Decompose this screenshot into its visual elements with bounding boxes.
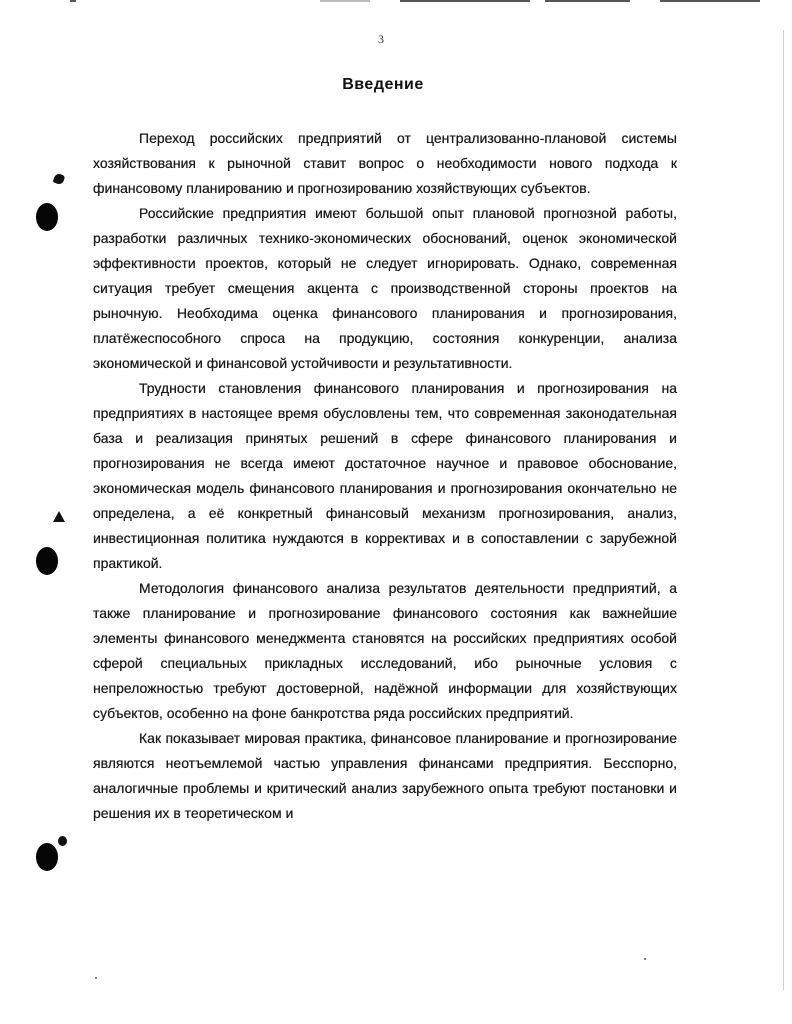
scan-artifact-line — [545, 0, 630, 2]
binder-hole-mark — [36, 843, 58, 871]
page-number: 3 — [378, 32, 384, 46]
scan-artifact-line — [400, 0, 530, 2]
scan-artifact-line — [320, 0, 370, 2]
page-title: Введение — [342, 76, 424, 93]
paragraph: Как показывает мировая практика, финансовое планирование и прогнозирование являются неотъемлемой частью управления финансами предприятия. Бесспорно, аналогичные проблемы и критический анализ зарубежного опыта требуют постановки и решения их в теоретическом и — [93, 730, 677, 821]
binder-hole-mark — [36, 203, 58, 231]
scan-artifact-line — [660, 0, 760, 2]
paragraph: Методология финансового анализа результатов деятельности предприятий, а также планирование и прогнозирование финансового состояния как важнейшие элементы финансового менеджмента становятся на российских предприятиях особой сферой специальных прикладных исследований, ибо рыночные условия с непреложностью требуют достоверной, надёжной информации для хозяйствующих субъектов, особенно на фоне банкротства ряда российских предприятий. — [93, 580, 677, 721]
speck-mark — [95, 977, 97, 979]
paragraph: Российские предприятия имеют большой опыт плановой прогнозной работы, разработки различных технико-экономических обоснований, оценок экономической эффективности проектов, который не следует игнорировать. Однако, современная ситуация требует смещения акцента с производственной стороны проектов на рыночную. Необходима оценка финансового планирования и прогнозирования, платёжеспособного спроса на продукцию, состояния конкуренции, анализа экономической и финансовой устойчивости и результативности. — [93, 205, 677, 371]
speck-mark — [644, 958, 646, 960]
ink-blot-mark — [53, 511, 65, 522]
scan-artifact-line — [70, 0, 76, 2]
page-edge-line — [783, 30, 784, 990]
document-body — [93, 126, 677, 826]
paragraph: Переход российских предприятий от централизованно-плановой системы хозяйствования к рыночной ставит вопрос о необходимости нового подхода к финансовому планированию и прогнозированию хозяйствующих субъектов. — [93, 130, 677, 196]
ink-blot-mark — [58, 836, 67, 846]
binder-hole-mark — [36, 547, 58, 575]
paragraph: Трудности становления финансового планирования и прогнозирования на предприятиях в настоящее время обусловлены тем, что современная законодательная база и реализация принятых решений в сфере финансового планирования и прогнозирования не всегда имеют достаточное научное и правовое обоснование, экономическая модель финансового планирования и прогнозирования окончательно не определена, а её конкретный финансовый механизм прогнозирования, анализ, инвестиционная политика нуждаются в коррективах и в сопоставлении с зарубежной практикой. — [93, 380, 677, 571]
ink-blot-mark — [53, 173, 66, 186]
